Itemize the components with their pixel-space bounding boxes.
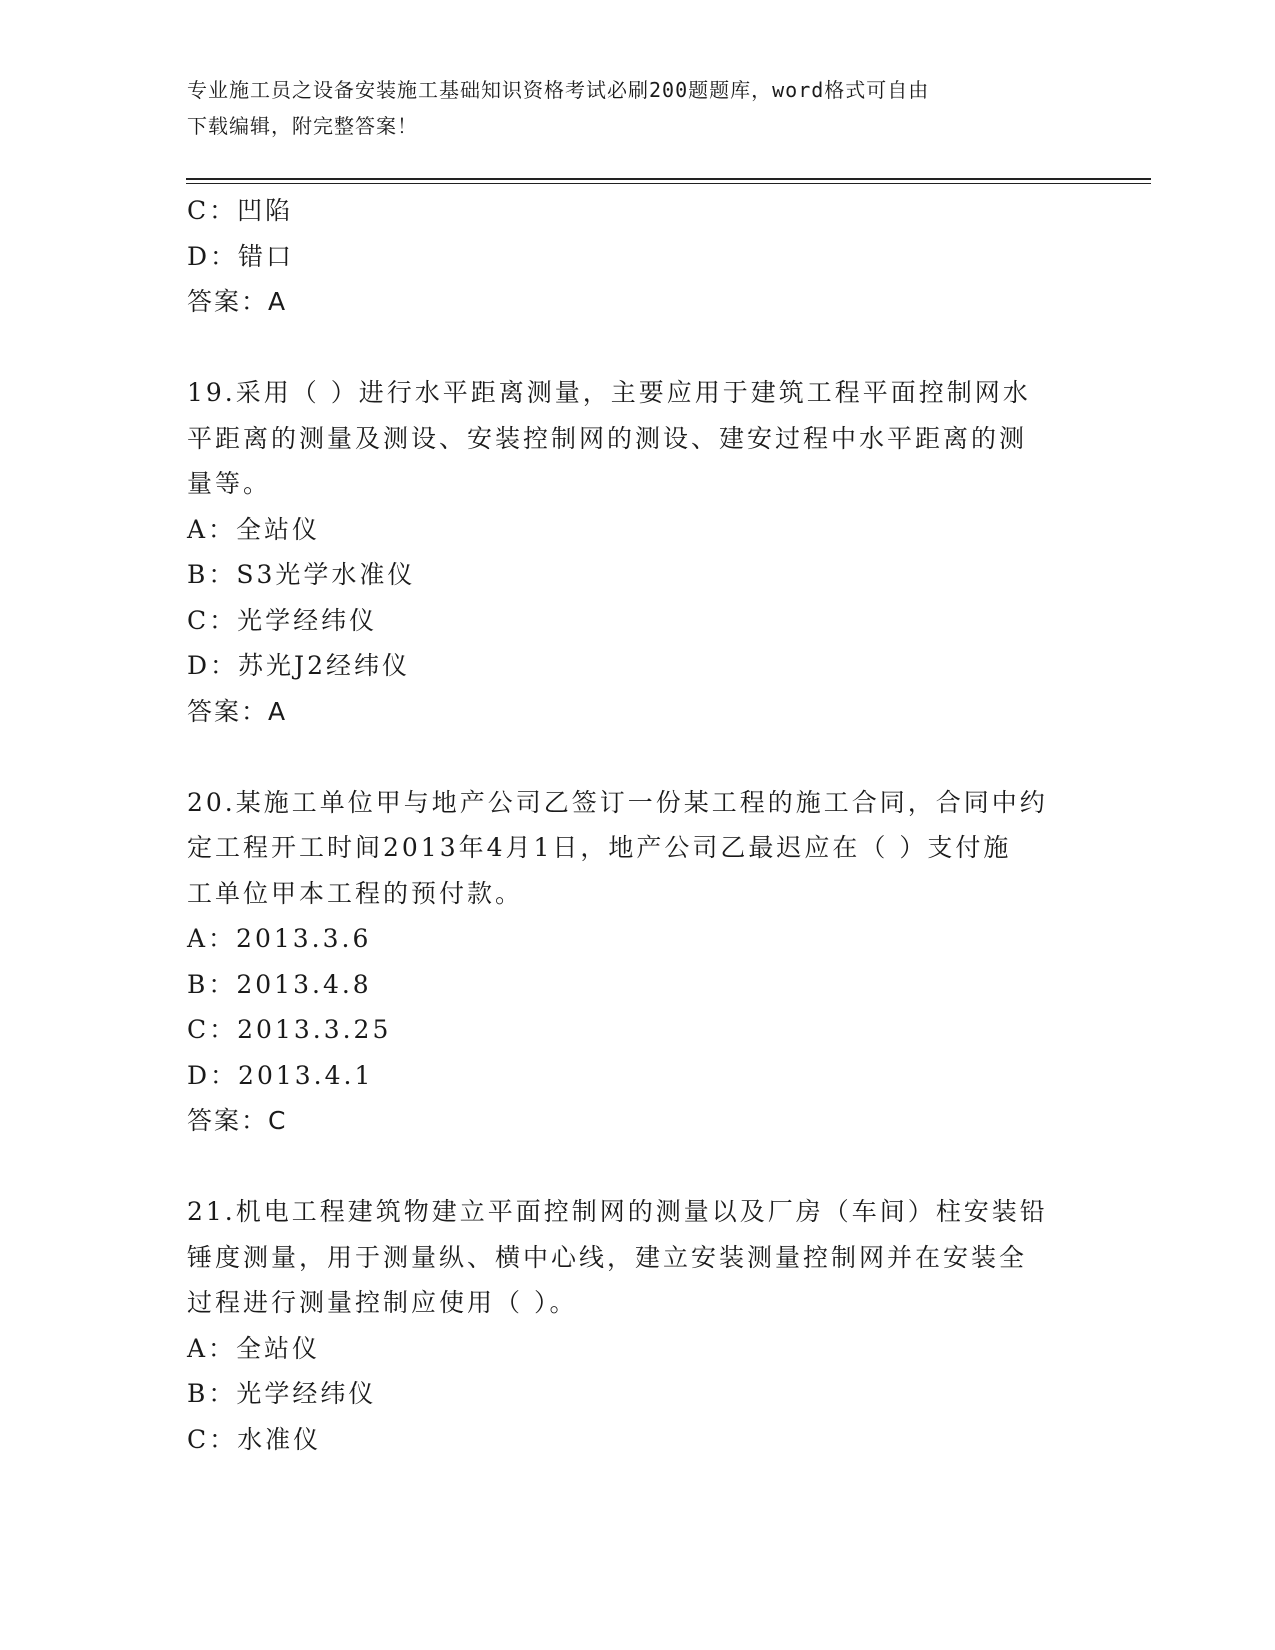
- question-text-line: 量等。: [187, 469, 272, 498]
- option-d: D：苏光J2经纬仪: [187, 651, 410, 680]
- option-c: C：凹陷: [187, 196, 294, 225]
- question-list: [187, 188, 1077, 1462]
- option-a: A：全站仪: [187, 514, 321, 544]
- question-text-line: 20.某施工单位甲与地产公司乙签订一份某工程的施工合同，合同中约: [187, 787, 1048, 817]
- option-c: C：2013.3.25: [187, 1015, 392, 1044]
- question-text-line: 锤度测量，用于测量纵、横中心线，建立安装测量控制网并在安装全: [187, 1242, 1028, 1272]
- header-line-1: 专业施工员之设备安装施工基础知识资格考试必刷200题题库，word格式可自由: [187, 78, 930, 102]
- question-text-line: 工单位甲本工程的预付款。: [187, 878, 524, 908]
- spacer: [187, 1144, 1077, 1190]
- prev-question-block: [187, 188, 1077, 325]
- option-b: B：光学经纬仪: [187, 1379, 377, 1408]
- option-a: A：全站仪: [187, 1333, 321, 1363]
- option-d: D：错口: [187, 241, 295, 271]
- header-rule-thick: [186, 178, 1151, 180]
- option-b: B：S3光学水准仪: [187, 560, 416, 589]
- document-header: [187, 72, 1067, 144]
- question-text-line: 平距离的测量及测设、安装控制网的测设、建安过程中水平距离的测: [187, 423, 1028, 453]
- header-line-2: 下载编辑，附完整答案！: [187, 114, 418, 138]
- spacer: [187, 734, 1077, 780]
- header-rule-thin: [186, 183, 1151, 184]
- option-c: C：光学经纬仪: [187, 605, 378, 635]
- option-a: A：2013.3.6: [187, 924, 372, 953]
- question-text-line: 21.机电工程建筑物建立平面控制网的测量以及厂房（车间）柱安装铅: [187, 1197, 1048, 1226]
- option-b: B：2013.4.8: [187, 969, 372, 999]
- spacer: [187, 325, 1077, 371]
- answer-line: 答案：A: [187, 696, 288, 726]
- question-text-line: 过程进行测量控制应使用（ ）。: [187, 1288, 578, 1317]
- question-block-20: [187, 780, 1077, 1144]
- answer-line: 答案：C: [187, 1106, 288, 1135]
- question-block-21: [187, 1189, 1077, 1462]
- answer-line: 答案：A: [187, 287, 288, 316]
- question-text-line: 定工程开工时间2013年4月1日，地产公司乙最迟应在（ ）支付施: [187, 833, 1012, 862]
- question-block-19: [187, 370, 1077, 734]
- option-c: C：水准仪: [187, 1424, 322, 1454]
- option-d: D：2013.4.1: [187, 1060, 374, 1090]
- question-text-line: 19.采用（ ）进行水平距离测量，主要应用于建筑工程平面控制网水: [187, 378, 1031, 407]
